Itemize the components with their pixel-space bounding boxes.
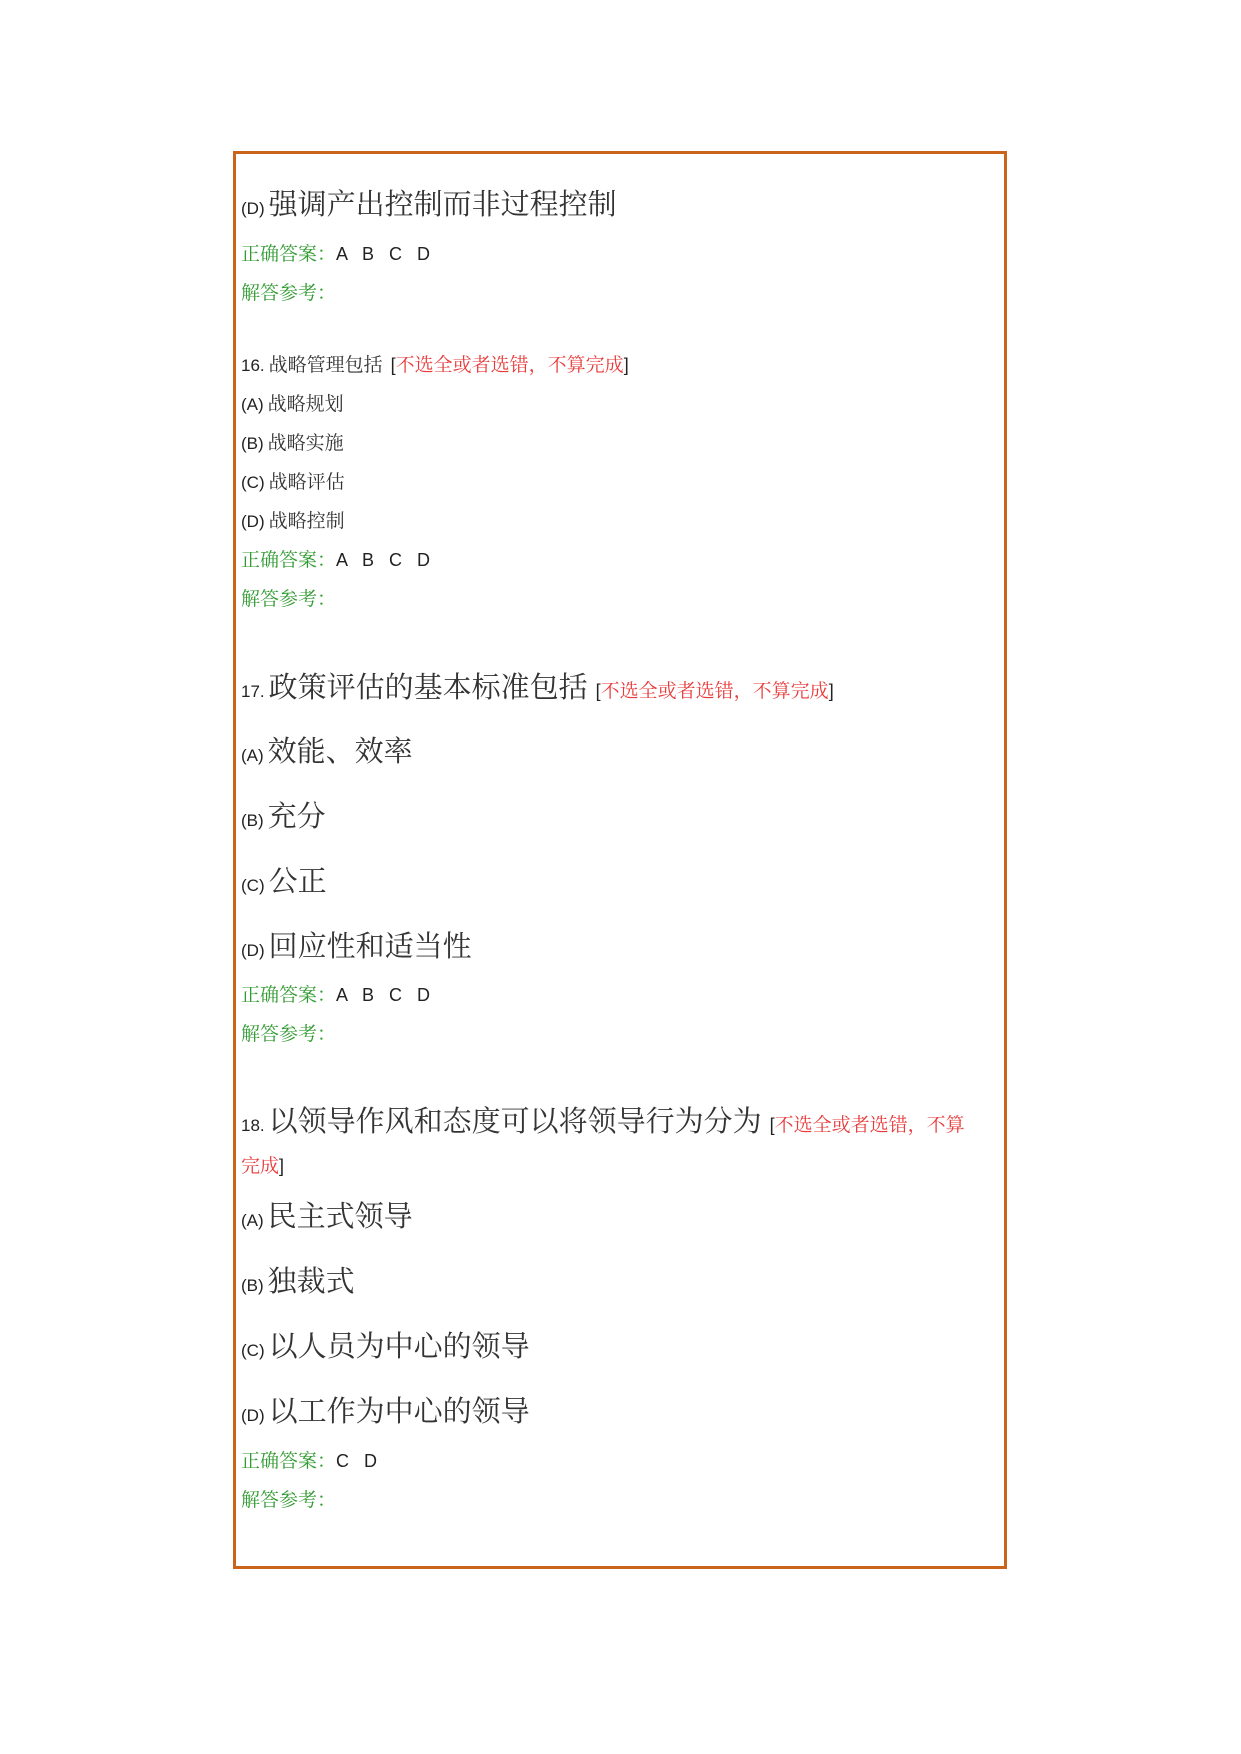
- option-text: 战略控制: [268, 510, 345, 532]
- option-label: (B): [241, 1276, 264, 1295]
- option-label: (B): [241, 811, 264, 830]
- option-label: (D): [241, 1406, 265, 1425]
- q18-option-b: [241, 1264, 355, 1298]
- question-text: 战略管理包括: [268, 354, 383, 376]
- q16-stem: 16. 战略管理包括 [不选全或者选错，不算完成]: [241, 354, 629, 376]
- q17-stem: 17. 政策评估的基本标准包括 [不选全或者选错，不算完成]: [241, 670, 834, 704]
- option-text: 战略实施: [267, 432, 344, 454]
- question-text: 政策评估的基本标准包括: [268, 670, 588, 704]
- option-label: (A): [241, 395, 264, 414]
- option-text: 强调产出控制而非过程控制: [268, 187, 617, 221]
- q18-reference: [241, 1491, 336, 1510]
- question-note-continued: 完成: [241, 1155, 280, 1177]
- q17-option-b: [241, 799, 326, 833]
- q18-stem-continued: 完成]: [241, 1155, 285, 1177]
- option-text: 以人员为中心的领导: [268, 1329, 530, 1363]
- q17-option-a: [241, 734, 413, 768]
- q18-option-a: [241, 1199, 413, 1233]
- q16-answer: [241, 551, 435, 570]
- question-note: 不选全或者选错，不算完成: [600, 680, 829, 702]
- option-label: (C): [241, 1341, 265, 1360]
- answer-value: A B C D: [336, 985, 436, 1005]
- prev-option-d: [241, 187, 617, 221]
- q18-option-c: [241, 1329, 530, 1363]
- option-text: 效能、效率: [267, 734, 413, 768]
- q16-option-a: [241, 395, 344, 414]
- option-label: (A): [241, 1211, 264, 1230]
- reference-label: 解答参考：: [241, 1489, 337, 1511]
- option-label: (D): [241, 512, 265, 531]
- q17-option-d: [241, 929, 472, 963]
- q18-stem: 18. 以领导作风和态度可以将领导行为分为 [不选全或者选错，不算: [241, 1104, 965, 1138]
- option-text: 战略评估: [268, 471, 345, 493]
- q17-reference: [241, 1025, 336, 1044]
- question-note: 不选全或者选错，不算完成: [395, 354, 624, 376]
- q18-option-d: [241, 1394, 530, 1428]
- answer-label: 正确答案：: [241, 1450, 337, 1472]
- option-text: 公正: [268, 864, 327, 898]
- option-text: 战略规划: [267, 393, 344, 415]
- reference-label: 解答参考：: [241, 1023, 337, 1045]
- answer-label: 正确答案：: [241, 549, 337, 571]
- option-label: (B): [241, 434, 264, 453]
- answer-value: A B C D: [336, 244, 436, 264]
- option-label: (C): [241, 876, 265, 895]
- question-number: 16.: [241, 356, 265, 375]
- q17-answer: [241, 986, 435, 1005]
- option-label: (C): [241, 473, 265, 492]
- reference-label: 解答参考：: [241, 588, 337, 610]
- q17-option-c: [241, 864, 327, 898]
- option-text: 独裁式: [267, 1264, 355, 1298]
- question-number: 18.: [241, 1116, 265, 1135]
- option-text: 充分: [267, 799, 326, 833]
- option-label: (A): [241, 746, 264, 765]
- q16-option-b: [241, 434, 344, 453]
- option-text: 回应性和适当性: [268, 929, 472, 963]
- q16-option-d: [241, 512, 345, 531]
- question-number: 17.: [241, 682, 265, 701]
- question-text: 以领导作风和态度可以将领导行为分为: [268, 1104, 762, 1138]
- option-label: (D): [241, 199, 265, 218]
- q16-option-c: [241, 473, 345, 492]
- option-text: 民主式领导: [267, 1199, 413, 1233]
- answer-value: C D: [336, 1451, 383, 1471]
- option-text: 以工作为中心的领导: [268, 1394, 530, 1428]
- answer-label: 正确答案：: [241, 984, 337, 1006]
- q18-answer: [241, 1452, 382, 1471]
- question-note: 不选全或者选错，不算: [774, 1114, 965, 1136]
- answer-label: 正确答案：: [241, 243, 337, 265]
- q16-reference: [241, 590, 336, 609]
- prev-answer: [241, 245, 435, 264]
- prev-reference: [241, 284, 336, 303]
- reference-label: 解答参考：: [241, 282, 337, 304]
- option-label: (D): [241, 941, 265, 960]
- answer-value: A B C D: [336, 550, 436, 570]
